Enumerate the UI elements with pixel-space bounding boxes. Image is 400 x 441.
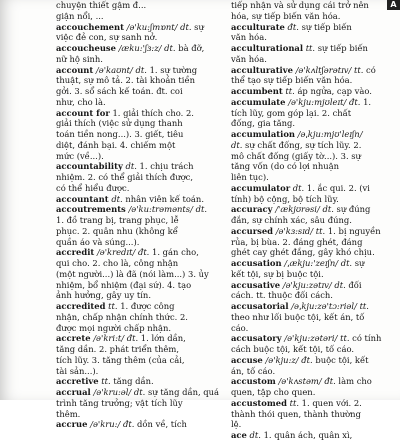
phonetic: /ə'kɜ:sɪd/ [273, 225, 316, 236]
entry-line [231, 108, 396, 119]
entry-line [56, 215, 221, 226]
phonetic: /ə'kju:zətəri/ [281, 333, 341, 344]
phonetic: /ə'kru:əl/ [90, 387, 134, 397]
definition-text: diệt, đánh bại. 4. chiếm một [56, 139, 176, 150]
definition-text: quen, tập cho quen. [231, 387, 316, 397]
definition-text: mức (về...). [56, 150, 104, 161]
part-of-speech: tt. [282, 86, 295, 96]
definition-text: nhân viên kế toán. [122, 193, 204, 204]
phonetic: /ˌækju:'zeɪʃn/ [281, 258, 341, 268]
part-of-speech: tt. [340, 333, 350, 344]
phonetic: /ə'ku:ʃmɒnt/ [123, 21, 181, 32]
definition-text: văn hóa. [231, 32, 267, 43]
entry-line [231, 75, 396, 86]
definition-text: tăng dần. 2. phát triển thêm, [56, 344, 179, 354]
entry-line [231, 333, 396, 344]
part-of-speech: tt. [359, 301, 369, 311]
headword: accusative [231, 279, 281, 290]
definition-text: đối [345, 279, 362, 290]
entry-line [231, 366, 396, 377]
entry-line [56, 22, 221, 33]
entry-line [56, 0, 221, 11]
entry-line [231, 430, 396, 441]
definition-text: chuyện thiết gậm đ... [56, 0, 147, 10]
headword: accrete [56, 333, 91, 344]
entry-line [56, 86, 221, 97]
definition-text: nhận, chấp nhận chính thức. 2. [56, 311, 188, 322]
entry-line [231, 387, 396, 398]
headword: accoucheuse [56, 43, 116, 53]
definition-text: bà đỡ, [175, 43, 205, 53]
entry-line [231, 204, 396, 215]
definition-text: thêm. [56, 408, 81, 419]
definition-text: quần áo và súng...). [56, 236, 140, 247]
entry-line [56, 237, 221, 248]
headword: accoutrements [56, 204, 126, 215]
definition-text: án, tố cáo. [231, 365, 276, 376]
definition-text: tài sản...). [56, 365, 99, 376]
definition-text: gởi. 3. sổ sách kế toán. đt. coi [56, 86, 183, 96]
part-of-speech: dt. [322, 204, 334, 215]
part-of-speech: tt. [315, 225, 326, 236]
definition-text: mô chất đống (giấy tờ...). 3. sự [231, 150, 361, 161]
definition-text: liên tục). [231, 172, 269, 182]
part-of-speech: dt. [246, 430, 261, 440]
part-of-speech: đt. [123, 419, 135, 430]
entry-line [56, 366, 221, 377]
definition-text: ghét cay ghét đắng, gây khó chịu. [231, 247, 375, 258]
part-of-speech: dt. [290, 182, 305, 193]
part-of-speech: tt. [98, 376, 111, 387]
definition-text: sự tiếp biến [298, 21, 352, 32]
part-of-speech: tt. [303, 43, 316, 53]
entry-line [56, 11, 221, 22]
entry-line [56, 398, 221, 409]
column-right [231, 0, 396, 440]
definition-text: lệ. [231, 419, 242, 430]
part-of-speech: dt. [340, 258, 353, 268]
definition-text: giận nổi, ... [56, 10, 104, 21]
headword: ace [231, 430, 247, 440]
thumb-index-tab: A [387, 0, 400, 10]
entry-line [56, 172, 221, 183]
entry-line [56, 333, 221, 344]
entry-line [56, 323, 221, 334]
definition-text: tăng vốn (do có lợi nhuận [231, 161, 340, 172]
definition-text: buộc tội, kết [312, 354, 369, 365]
entry-line [56, 419, 221, 430]
phonetic: /əˌkju:zə'tɔ:riəl/ [288, 301, 360, 311]
definition-text: cách buộc tội, kết tội, tố cáo. [231, 344, 355, 354]
definition-text: thuật, sự mô tả. 2. tài khoản tiền [56, 75, 196, 86]
definition-text: dồn về, tích [134, 419, 187, 430]
entry-line [231, 151, 396, 162]
definition-text: thành thói quen, thành thường [231, 408, 361, 419]
phonetic: /ə'kju:mjʊleɪt/ [285, 96, 350, 107]
definition-text: sự đúng [333, 204, 371, 215]
definition-text: sự tăng dần, quá [145, 387, 220, 397]
phonetic: /əˌkju:mjʊ'leɪʃn/ [295, 129, 363, 139]
entry-line [231, 419, 396, 430]
headword: accumulation [231, 129, 295, 139]
definition-text: rủa, bị bùa. 2. đáng ghét, đáng [231, 236, 363, 247]
part-of-speech: đt. [126, 333, 139, 344]
definition-text: việc đẻ con, sự sanh nở. [56, 32, 158, 43]
part-of-speech: đt. [324, 376, 336, 387]
part-of-speech: tt. [105, 301, 118, 311]
headword: account for [56, 107, 110, 118]
headword: accustomed [231, 397, 287, 408]
definition-text: qui cho. 2. cho là, công nhận [56, 258, 179, 268]
part-of-speech: dt. [108, 193, 123, 204]
entry-line [231, 344, 396, 355]
definition-text: như, cho là. [56, 96, 106, 107]
definition-text: cách. tt. thuộc đối cách. [231, 290, 333, 301]
entry-line [56, 290, 221, 301]
definition-text: thể tạo sự tiếp biến văn hóa. [231, 75, 353, 86]
definition-text: cáo. [231, 322, 249, 333]
definition-text: 1. gán cho, [149, 247, 199, 258]
entry-line [56, 280, 221, 291]
part-of-speech: dt. [122, 161, 137, 172]
definition-text: 1. giải thích cho. 2. [109, 107, 194, 118]
definition-text: sự [191, 21, 204, 32]
headword: accumulate [231, 96, 286, 107]
entry-line [231, 290, 396, 301]
entry-line [56, 97, 221, 108]
definition-text: toán tiền nong...). 3. giết, tiêu [56, 129, 184, 139]
entry-line [56, 301, 221, 312]
entry-line [231, 172, 396, 183]
entry-line [231, 54, 396, 65]
entry-line [56, 75, 221, 86]
entry-line [231, 280, 396, 291]
headword: accustom [231, 376, 276, 387]
headword: accrue [56, 419, 88, 430]
headword: accredited [56, 301, 106, 311]
entry-line [231, 129, 396, 140]
entry-line [56, 43, 221, 54]
headword: accredit [56, 247, 95, 258]
definition-text: tích lũy, gom góp lại. 2. chất [231, 107, 352, 118]
headword: accountant [56, 193, 109, 204]
part-of-speech: dt. [180, 21, 192, 32]
entry-line [231, 140, 396, 151]
entry-line [231, 86, 396, 97]
definition-text: phục. 2. quân nhu (không kể [56, 225, 178, 236]
part-of-speech: dt. [231, 139, 243, 150]
entry-line [56, 344, 221, 355]
entry-line [56, 258, 221, 269]
entry-line [56, 161, 221, 172]
definition-text: (một người...) là đã (nói làm...) 3. ủy [56, 268, 209, 279]
definition-text: sự [352, 258, 365, 268]
phonetic: /ə'kru:/ [87, 419, 123, 430]
definition-text: 1. ắc qui. 2. (vi [304, 182, 370, 193]
entry-line [231, 194, 396, 205]
phonetic: /ə'kri:t/ [90, 333, 127, 344]
definition-text: làm cho [335, 376, 372, 387]
entry-line [56, 312, 221, 323]
headword: acculturational [231, 43, 304, 53]
entry-line [56, 269, 221, 280]
definition-text: ảnh hưởng, gây uy tín. [56, 290, 151, 301]
part-of-speech: tt. [353, 64, 364, 75]
headword: accursed [231, 225, 274, 236]
definition-text: văn hóa. [231, 53, 267, 64]
phonetic: /ə'ku:trəmənts/ [125, 204, 196, 215]
part-of-speech: dt. [133, 387, 146, 397]
entry-line [231, 11, 396, 22]
part-of-speech: tt. [286, 397, 299, 408]
part-of-speech: dt. [135, 64, 147, 75]
entry-line [56, 140, 221, 151]
entry-line [231, 97, 396, 108]
definition-text: trình tăng trưởng; vật tích lũy [56, 397, 183, 408]
entry-line [231, 269, 396, 280]
part-of-speech: dt. [164, 43, 176, 53]
headword: accrual [56, 387, 91, 397]
entry-line [231, 215, 396, 226]
entry-line [56, 247, 221, 258]
part-of-speech: đt. [284, 21, 299, 32]
headword: acculturative [231, 64, 293, 75]
definition-text: 1. đồ trang bị, trang phục, lễ [56, 215, 179, 225]
phonetic: /ə'kʌltʃərətɪv/ [292, 64, 354, 75]
headword: accumulator [231, 182, 291, 193]
entry-line [231, 65, 396, 76]
entry-line [56, 108, 221, 119]
part-of-speech: đt. [349, 96, 361, 107]
definition-text: tiếp nhận và sử dụng cái trở nên [231, 0, 369, 10]
entry-line [231, 398, 396, 409]
definition-text: kết tội, sự bị buộc tội. [231, 268, 324, 279]
entry-line [231, 247, 396, 258]
phonetic: /ə'kaʊnt/ [93, 64, 136, 75]
definition-text: nhiệm. 2. có thể giải thích được, [56, 172, 194, 182]
entry-line [56, 65, 221, 76]
definition-text: có thể hiểu được. [56, 182, 130, 193]
definition-text: áp ngửa, cạp vào. [294, 86, 372, 96]
headword: accountability [56, 161, 123, 172]
entry-line [231, 22, 396, 33]
entry-line [56, 355, 221, 366]
definition-text: đắn, sự chính xác, sâu đúng. [231, 215, 352, 225]
definition-text: 1. chịu trách [136, 161, 194, 172]
entry-line [231, 183, 396, 194]
headword: accusation [231, 258, 282, 268]
entry-line [56, 194, 221, 205]
entry-line [231, 0, 396, 11]
entry-line [56, 409, 221, 420]
entry-line [231, 301, 396, 312]
headword: accretive [56, 376, 99, 387]
definition-text: đống, gia tăng. [231, 118, 296, 129]
headword: accumbent [231, 86, 283, 96]
phonetic: /ə'kju:zətɪv/ [280, 279, 335, 290]
definition-text: 1. quen với. 2. [299, 397, 362, 408]
definition-text: nhiệm, bổ nhiệm (đại sứ). 4. tạo [56, 279, 192, 290]
definition-text: giải thích (việc sử dụng thanh [56, 118, 183, 129]
phonetic: /'ækjʊrəsi/ [272, 204, 323, 215]
definition-text: có tính [349, 333, 382, 344]
definition-text: tích lũy. 3. tăng thêm (của cải, [56, 354, 185, 365]
headword: accusatory [231, 333, 282, 344]
entry-line [56, 183, 221, 194]
definition-text: 1. [360, 96, 372, 107]
definition-text: nữ hộ sinh. [56, 53, 103, 64]
headword: accouchement [56, 21, 124, 32]
entry-line [56, 129, 221, 140]
definition-text: 1. được công [117, 301, 175, 311]
entry-line [231, 376, 396, 387]
entry-line [56, 32, 221, 43]
definition-text: 1. sự tường [146, 64, 198, 75]
entry-line [56, 226, 221, 237]
entry-line [56, 204, 221, 215]
entry-line [231, 161, 396, 172]
entry-line [231, 258, 396, 269]
definition-text: tính) bộ cộng, bộ tích lũy. [231, 193, 339, 204]
entry-line [231, 237, 396, 248]
entry-line [231, 118, 396, 129]
part-of-speech: đt. [137, 247, 150, 258]
definition-text: theo như lối buộc tội, kết án, tố [231, 311, 365, 322]
entry-line [56, 376, 221, 387]
part-of-speech: đt. [301, 354, 313, 365]
phonetic: /ə'kʌstəm/ [275, 376, 325, 387]
entry-line [56, 54, 221, 65]
definition-text: được mọi người chấp nhận. [56, 322, 172, 333]
phonetic: /ə'kju:z/ [262, 354, 302, 365]
definition-text: 1. bị nguyền [325, 225, 381, 236]
headword: account [56, 64, 94, 75]
phonetic: /ə'kredɪt/ [94, 247, 138, 258]
entry-line [56, 118, 221, 129]
phonetic: /æku:'ʃɜ:z/ [115, 43, 165, 53]
entry-line [231, 323, 396, 334]
definition-text: tăng dần. [110, 376, 154, 387]
column-left [56, 0, 221, 430]
part-of-speech: dt. [334, 279, 346, 290]
entry-line [231, 226, 396, 237]
definition-text: 1. lớn dần, [138, 333, 186, 344]
definition-text: có [363, 64, 376, 75]
columns [56, 0, 396, 440]
entry-line [56, 151, 221, 162]
entry-line [231, 409, 396, 420]
entry-line [231, 312, 396, 323]
definition-text: 1. quân ách, quân xì, [260, 430, 353, 440]
headword: acculturate [231, 21, 285, 32]
entry-line [56, 387, 221, 398]
part-of-speech: dt. [195, 204, 207, 215]
definition-text: hóa, sự tiếp biến văn hóa. [231, 10, 341, 21]
definition-text: sự chất đống, sự tích lũy. 2. [242, 139, 362, 150]
entry-line [231, 355, 396, 366]
headword: accuse [231, 354, 263, 365]
headword: accuracy [231, 204, 273, 215]
entry-line [231, 43, 396, 54]
headword: accusatorial [231, 301, 289, 311]
entry-line [231, 32, 396, 43]
definition-text: sự tiếp biến [315, 43, 368, 53]
